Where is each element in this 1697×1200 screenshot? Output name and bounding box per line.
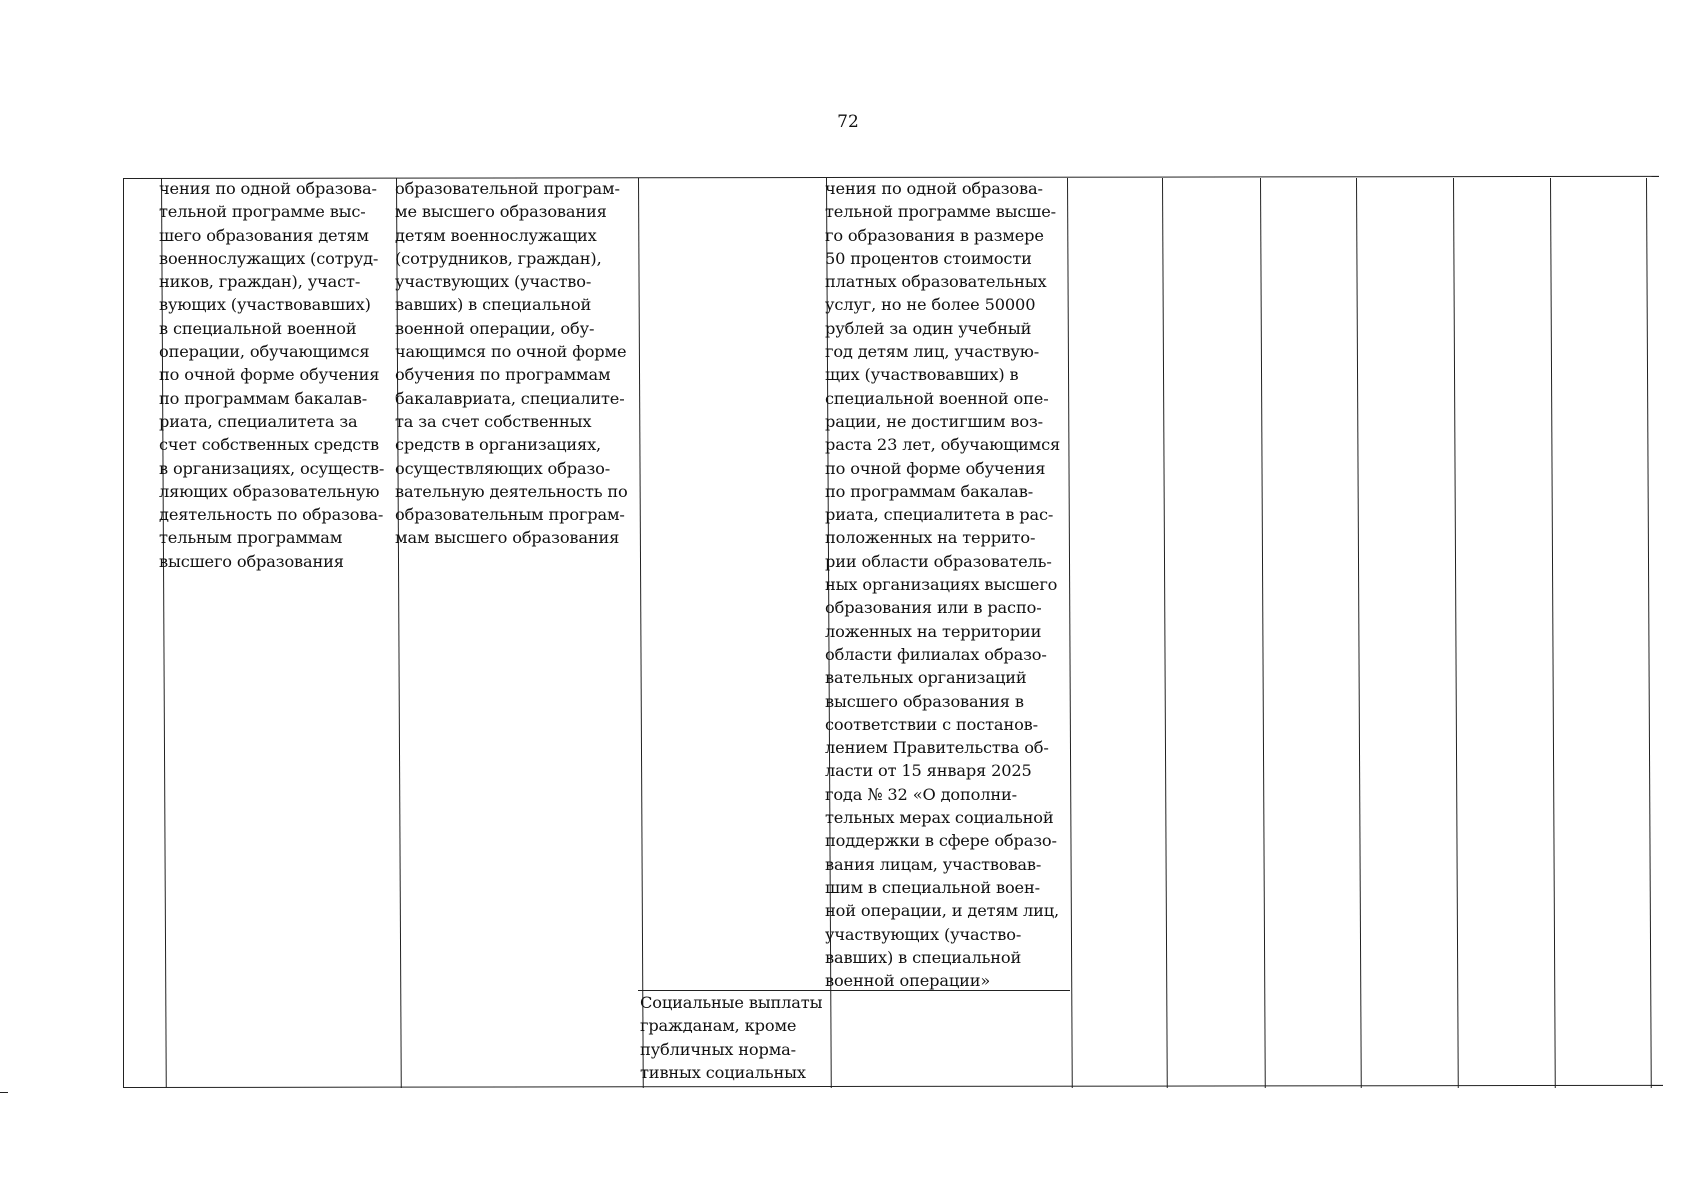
cell-line: ников, граждан), участ- bbox=[159, 272, 361, 292]
cell-line: участвующих (участво- bbox=[395, 272, 592, 292]
cell-line: по очной форме обучения bbox=[825, 458, 1046, 478]
cell-line: по очной форме обучения bbox=[159, 365, 380, 385]
cell-line: тельной программе высше- bbox=[825, 202, 1056, 222]
cell-line: специальной военной опе- bbox=[825, 388, 1049, 408]
cell-col-4 bbox=[640, 991, 822, 1084]
cell-line: раста 23 лет, обучающимся bbox=[825, 435, 1061, 455]
cell-line: в организациях, осуществ- bbox=[159, 458, 385, 478]
cell-line: участвующих (участво- bbox=[825, 924, 1022, 944]
cell-line: по программам бакалав- bbox=[159, 388, 368, 408]
cell-line: высшего образования bbox=[159, 551, 344, 571]
cell-line: ной операции, и детям лиц, bbox=[825, 901, 1059, 921]
cell-line: шего образования детям bbox=[159, 225, 369, 245]
cell-line: рублей за один учебный bbox=[825, 318, 1032, 338]
cell-col-2 bbox=[159, 177, 384, 573]
cell-line: образовательным програм- bbox=[395, 505, 625, 525]
cell-line: положенных на террито- bbox=[825, 528, 1036, 548]
cell-line: гражданам, кроме bbox=[640, 1016, 797, 1036]
col-border bbox=[1356, 178, 1362, 1088]
cell-line: 50 процентов стоимости bbox=[825, 248, 1032, 268]
cell-line: обучения по программам bbox=[395, 365, 611, 385]
cell-line: публичных норма- bbox=[640, 1039, 796, 1059]
col-border bbox=[1162, 178, 1168, 1088]
cell-line: в специальной военной bbox=[159, 318, 357, 338]
cell-line: го образования в размере bbox=[825, 225, 1044, 245]
cell-line: лением Правительства об- bbox=[825, 738, 1049, 758]
cell-col-3 bbox=[395, 177, 628, 550]
cell-line: вания лицам, участвовав- bbox=[825, 854, 1042, 874]
cell-line: вавших) в специальной bbox=[825, 947, 1022, 967]
cell-line: рации, не достигшим воз- bbox=[825, 411, 1043, 431]
cell-line: тельной программе выс- bbox=[159, 202, 366, 222]
cell-line: вательную деятельность по bbox=[395, 481, 628, 501]
col-border bbox=[123, 178, 124, 1088]
cell-line: тивных социальных bbox=[640, 1062, 806, 1082]
cell-line: детям военнослужащих bbox=[395, 225, 597, 245]
col-border bbox=[1067, 178, 1073, 1088]
cell-line: тельных мерах социальной bbox=[825, 808, 1054, 828]
cell-line: средств в организациях, bbox=[395, 435, 602, 455]
cell-line: ласти от 15 января 2025 bbox=[825, 761, 1032, 781]
cell-line: счет собственных средств bbox=[159, 435, 379, 455]
cell-line: вательных организаций bbox=[825, 668, 1027, 688]
cell-line: та за счет собственных bbox=[395, 411, 592, 431]
cell-line: образования или в распо- bbox=[825, 598, 1042, 618]
cell-line: по программам бакалав- bbox=[825, 481, 1034, 501]
cell-line: риата, специалитета в рас- bbox=[825, 505, 1054, 525]
cell-line: тельным программам bbox=[159, 528, 343, 548]
cell-line: военной операции, обу- bbox=[395, 318, 595, 338]
cell-line: высшего образования в bbox=[825, 691, 1024, 711]
cell-line: вавших) в специальной bbox=[395, 295, 592, 315]
cell-line: мам высшего образования bbox=[395, 528, 620, 548]
cell-line: (сотрудников, граждан), bbox=[395, 248, 602, 268]
cell-line: ме высшего образования bbox=[395, 202, 607, 222]
cell-line: области филиалах образо- bbox=[825, 644, 1047, 664]
table-bottom-border bbox=[123, 1085, 1663, 1088]
col-border bbox=[1453, 178, 1459, 1088]
cell-line: бакалавриата, специалите- bbox=[395, 388, 625, 408]
cell-line: Социальные выплаты bbox=[640, 993, 823, 1012]
cell-line: военной операции» bbox=[825, 971, 991, 991]
cell-line: ных организациях высшего bbox=[825, 575, 1058, 595]
cell-line: года № 32 «О дополни- bbox=[825, 784, 1017, 804]
cell-line: поддержки в сфере образо- bbox=[825, 831, 1057, 851]
cell-line: платных образовательных bbox=[825, 272, 1047, 292]
col-border bbox=[1260, 178, 1266, 1088]
cell-line: чения по одной образова- bbox=[825, 179, 1043, 198]
cell-line: ложенных на территории bbox=[825, 621, 1042, 641]
page-number: 72 bbox=[837, 112, 859, 132]
cell-line: ляющих образовательную bbox=[159, 481, 380, 501]
margin-mark bbox=[0, 1092, 8, 1093]
cell-line: чения по одной образова- bbox=[159, 179, 377, 198]
cell-line: чающимся по очной форме bbox=[395, 342, 627, 362]
cell-line: шим в специальной воен- bbox=[825, 877, 1040, 897]
col-border bbox=[1550, 178, 1556, 1088]
cell-line: вующих (участвовавших) bbox=[159, 295, 371, 315]
col-border bbox=[1646, 178, 1652, 1088]
cell-line: деятельность по образова- bbox=[159, 505, 384, 525]
cell-line: рии области образователь- bbox=[825, 551, 1052, 571]
cell-line: риата, специалитета за bbox=[159, 411, 358, 431]
cell-line: год детям лиц, участвую- bbox=[825, 342, 1040, 362]
cell-line: осуществляющих образо- bbox=[395, 458, 611, 478]
cell-line: образовательной програм- bbox=[395, 179, 620, 198]
cell-line: операции, обучающимся bbox=[159, 342, 370, 362]
cell-col-5 bbox=[825, 177, 1060, 992]
cell-line: соответствии с постанов- bbox=[825, 714, 1038, 734]
cell-line: щих (участвовавших) в bbox=[825, 365, 1019, 385]
col-border bbox=[638, 178, 644, 1088]
cell-line: услуг, но не более 50000 bbox=[825, 295, 1036, 315]
cell-line: военнослужащих (сотруд- bbox=[159, 248, 379, 268]
